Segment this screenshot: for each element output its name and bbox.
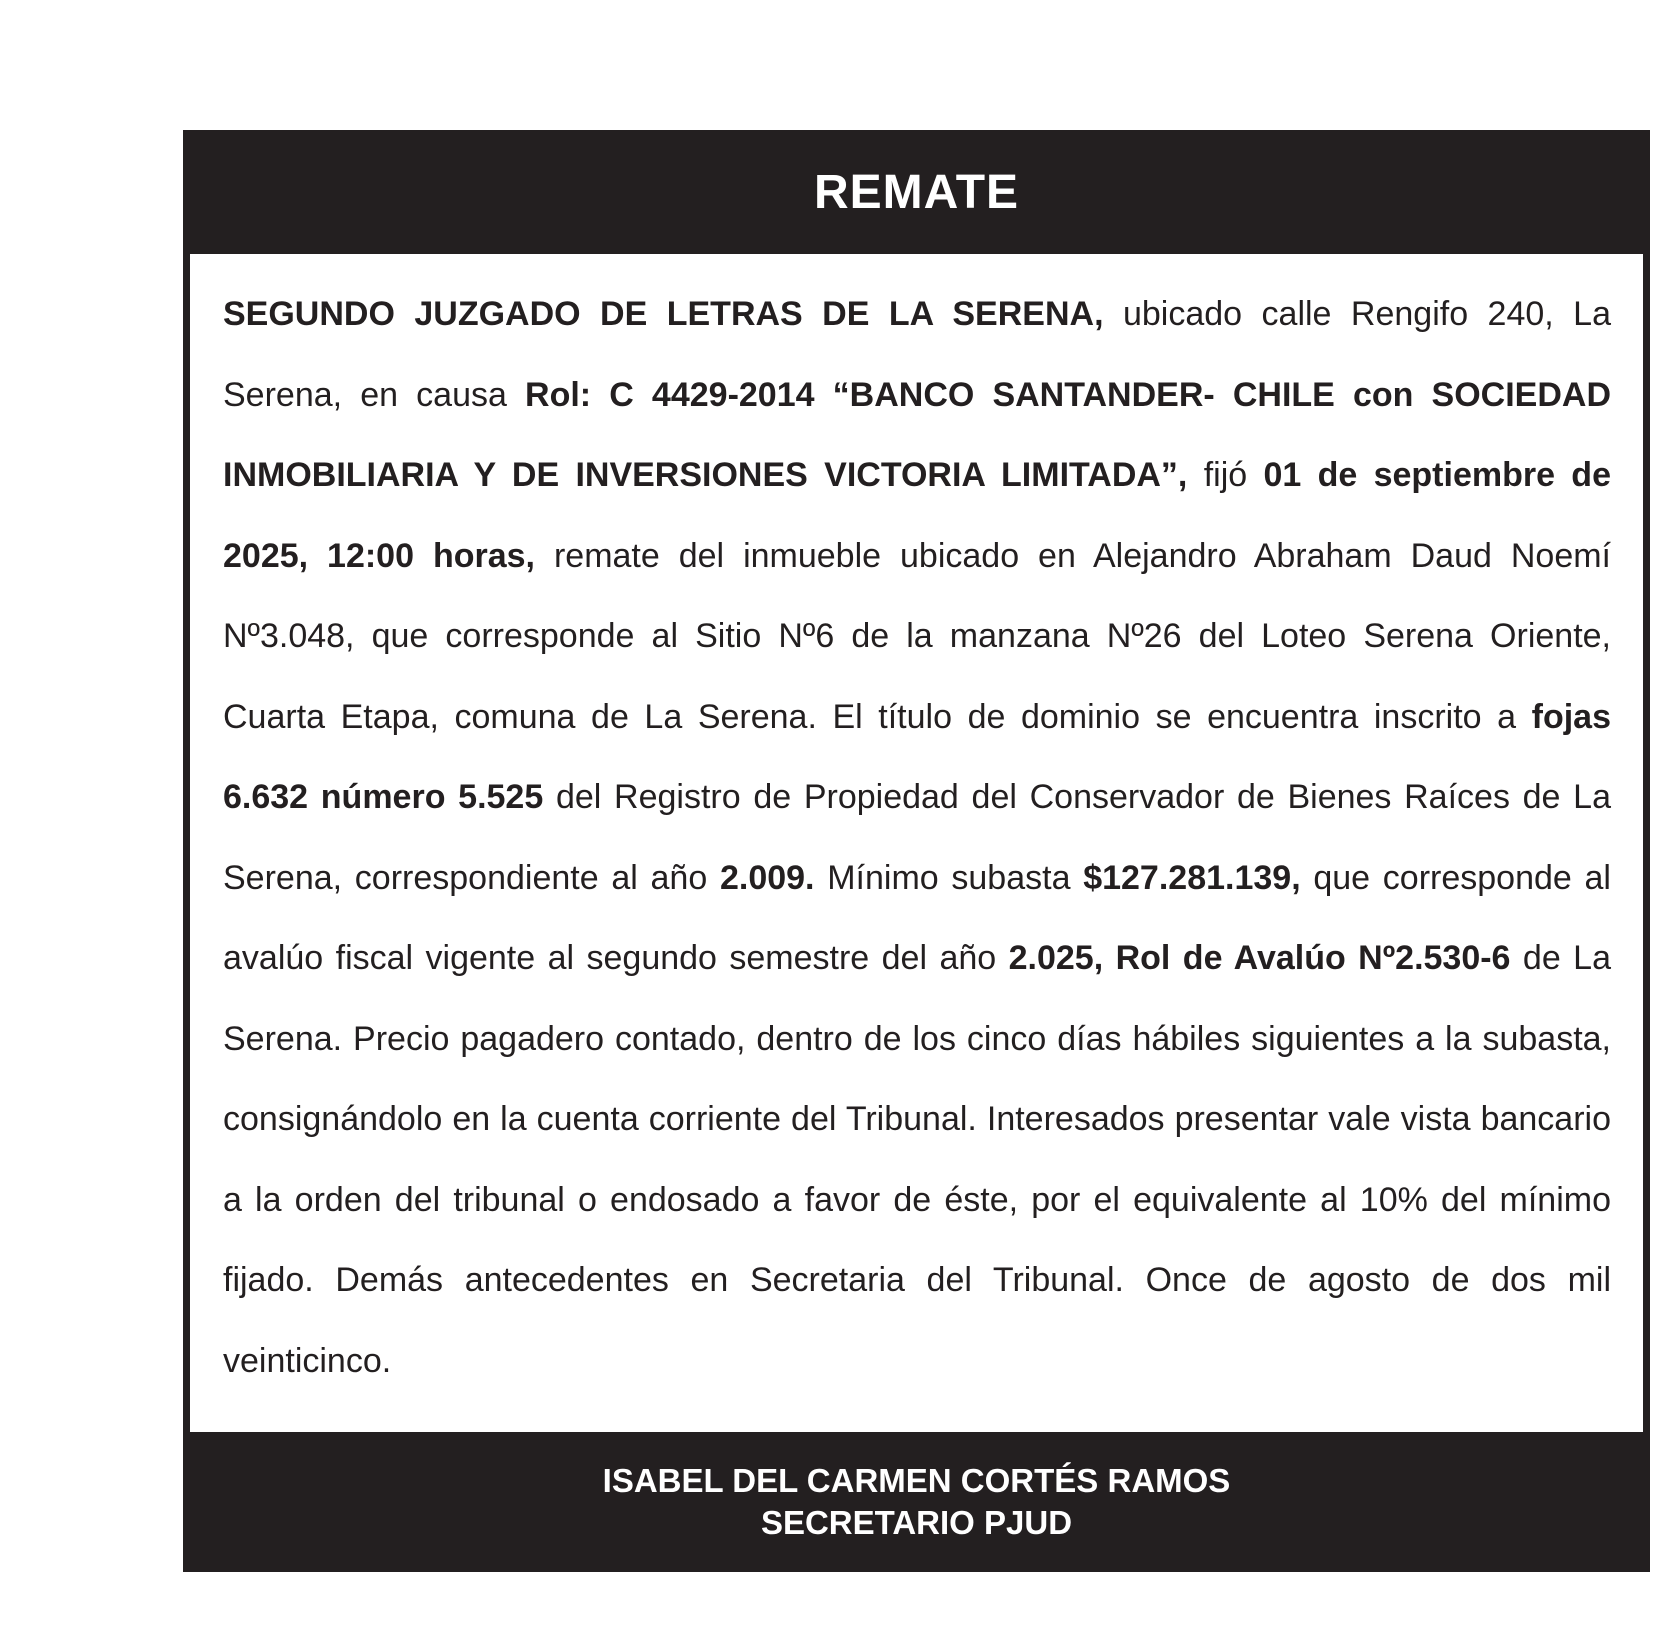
minimum-bid: $127.281.139, bbox=[1083, 858, 1301, 897]
notice-footer bbox=[183, 1432, 1650, 1572]
text-segment: remate del inmueble ubicado en Alejandro Abraham Daud Noemí Nº3.048, que corresponde al Sitio Nº6 de la manzana Nº26 del Loteo Serena Oriente, Cuarta Etapa, comuna de La Serena. El título de dominio se encuentra inscrito a bbox=[223, 536, 1611, 736]
text-segment: que corresponde al avalúo fiscal vigente al segundo semestre del año bbox=[223, 858, 1611, 977]
signer-title: SECRETARIO PJUD bbox=[760, 1504, 1073, 1541]
appraisal-role: 2.025, Rol de Avalúo Nº2.530-6 bbox=[1008, 939, 1511, 977]
registry-year: 2.009. bbox=[719, 858, 815, 897]
text-segment: ubicado calle Rengifo 240, La Serena, en causa bbox=[223, 295, 1611, 414]
court-name: SEGUNDO JUZGADO DE LETRAS DE LA SERENA, bbox=[223, 295, 1104, 333]
notice-body bbox=[190, 254, 1643, 1432]
text-segment: del Registro de Propiedad del Conservador de Bienes Raíces de La Serena, correspondiente al año bbox=[223, 778, 1611, 897]
notice-title: REMATE bbox=[813, 165, 1020, 219]
notice-text bbox=[223, 274, 1611, 1401]
registry-folio: fojas 6.632 número 5.525 bbox=[223, 697, 1611, 816]
text-segment: de La Serena. Precio pagadero contado, dentro de los cinco días hábiles siguientes a la subasta, consignándolo en la cuenta corriente del Tribunal. Interesados presentar vale vista bancario a la orden del tribunal o endosado a favor de éste, por el equivalente al 10% del mínimo fijado. Demás antecedentes en Secretaria del Tribunal. Once de agosto de dos mil veinticinco. bbox=[223, 939, 1611, 1380]
text-segment: fijó bbox=[1187, 456, 1264, 494]
signer-name: ISABEL DEL CARMEN CORTÉS RAMOS bbox=[602, 1462, 1231, 1499]
notice-header bbox=[183, 130, 1650, 254]
case-role: Rol: C 4429-2014 “BANCO SANTANDER- CHILE con SOCIEDAD INMOBILIARIA Y DE INVERSIONES VICTORIA LIMITADA”, bbox=[223, 375, 1612, 494]
text-segment: Mínimo subasta bbox=[814, 858, 1084, 897]
legal-notice bbox=[183, 130, 1650, 1572]
auction-date: 01 de septiembre de 2025, 12:00 horas, bbox=[223, 456, 1611, 575]
